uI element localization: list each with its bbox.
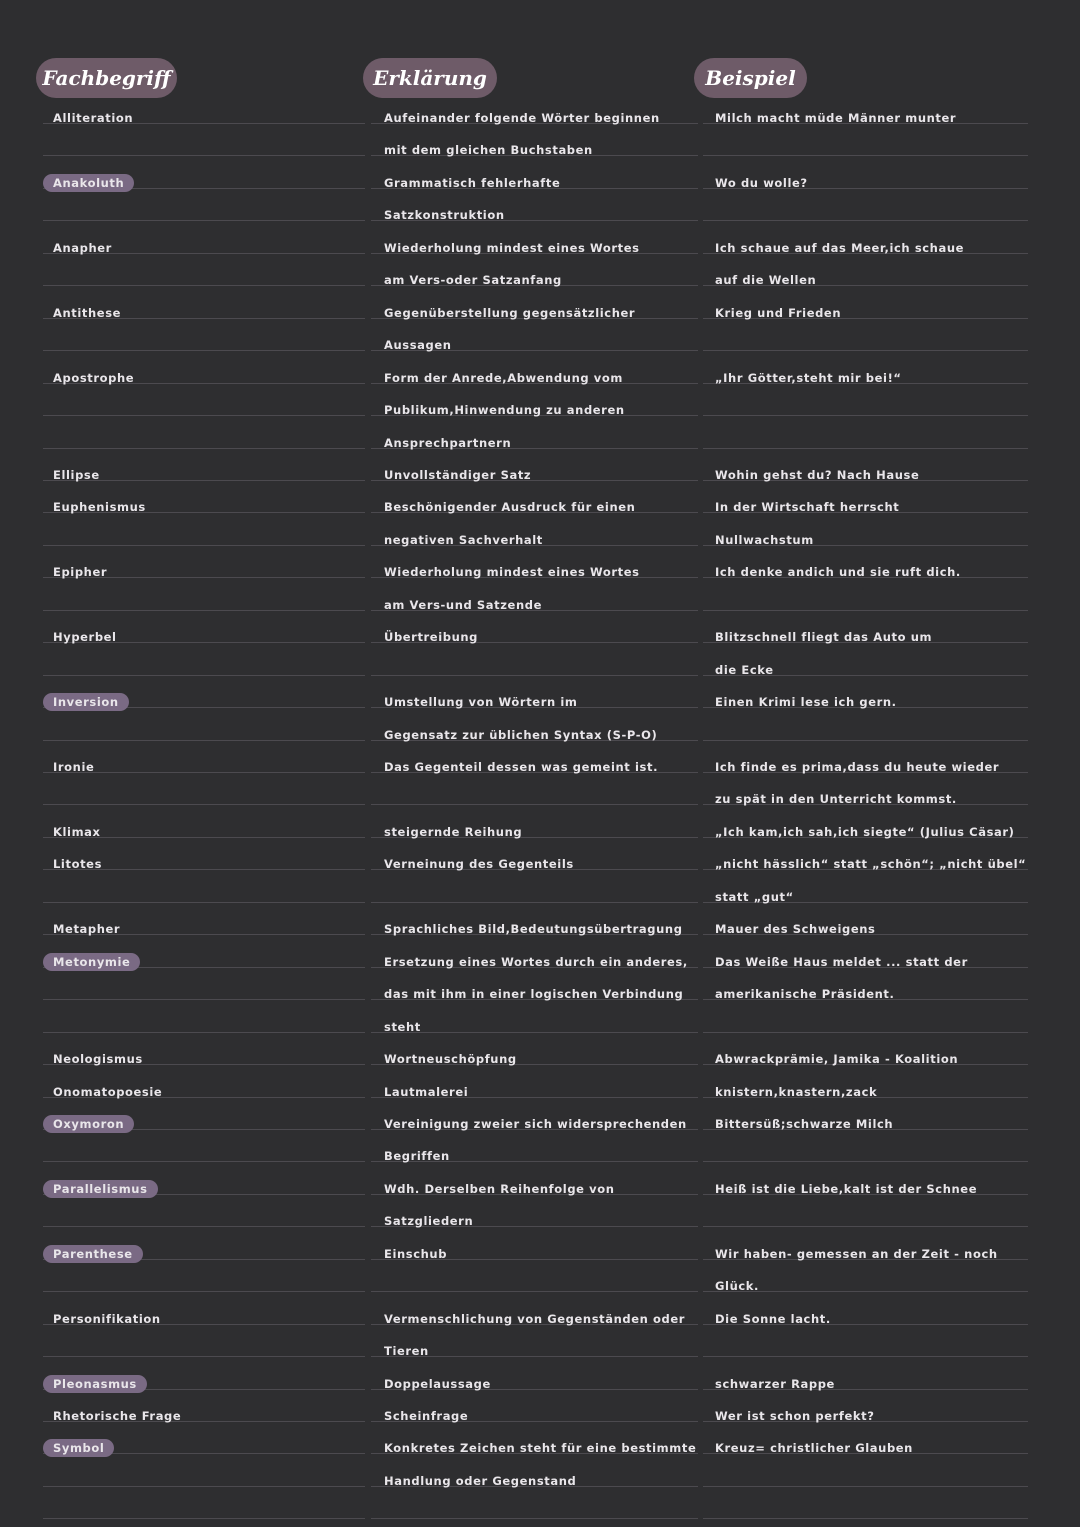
example-line: Blitzschnell fliegt das Auto um <box>715 630 933 644</box>
example-line: Abwrackprämie, Jamika - Koalition <box>715 1052 959 1066</box>
header-explanation: Erklärung <box>373 66 487 90</box>
example-line: Ich denke andich und sie ruft dich. <box>715 565 961 579</box>
explanation-line: Beschönigender Ausdruck für einen <box>384 500 636 514</box>
example-line: „Ihr Götter,steht mir bei!“ <box>715 371 902 385</box>
header-example: Beispiel <box>705 66 796 90</box>
example-line: Heiß ist die Liebe,kalt ist der Schnee <box>715 1182 978 1196</box>
example-line: Mauer des Schweigens <box>715 922 876 936</box>
example-line: Ich finde es prima,dass du heute wieder <box>715 760 1000 774</box>
rule-line <box>43 1518 365 1519</box>
term-label: Metapher <box>53 922 121 936</box>
rule-line <box>43 415 365 416</box>
example-line: Wohin gehst du? Nach Hause <box>715 468 920 482</box>
term-label: Antithese <box>53 306 122 320</box>
term-label: Personifikation <box>53 1312 161 1326</box>
header-explanation-pill <box>363 58 497 98</box>
term-label-highlighted: Oxymoron <box>43 1115 134 1133</box>
term-label: Epipher <box>53 565 108 579</box>
rule-line <box>703 350 1028 351</box>
rule-line <box>43 610 365 611</box>
explanation-line: Umstellung von Wörtern im <box>384 695 578 709</box>
example-line: Krieg und Frieden <box>715 306 842 320</box>
example-line: knistern,knastern,zack <box>715 1085 878 1099</box>
explanation-line: Grammatisch fehlerhafte <box>384 176 561 190</box>
explanation-line: am Vers-oder Satzanfang <box>384 273 562 287</box>
example-line: amerikanische Präsident. <box>715 987 895 1001</box>
rule-line <box>703 448 1028 449</box>
term-label-highlighted: Parenthese <box>43 1245 143 1263</box>
rule-line <box>703 155 1028 156</box>
rule-line <box>703 740 1028 741</box>
example-line: „nicht hässlich“ statt „schön“; „nicht übel“ <box>715 857 1027 871</box>
example-line: Wo du wolle? <box>715 176 808 190</box>
explanation-line: Aussagen <box>384 338 452 352</box>
rule-line <box>703 610 1028 611</box>
rule-line <box>371 1518 698 1519</box>
explanation-line: Übertreibung <box>384 630 478 644</box>
explanation-line: Vereinigung zweier sich widersprechenden <box>384 1117 687 1131</box>
rule-line <box>43 1161 365 1162</box>
explanation-line: Publikum,Hinwendung zu anderen <box>384 403 625 417</box>
example-line: Milch macht müde Männer munter <box>715 111 957 125</box>
rule-line <box>703 1032 1028 1033</box>
explanation-line: Handlung oder Gegenstand <box>384 1474 577 1488</box>
explanation-line: Gegensatz zur üblichen Syntax (S-P-O) <box>384 728 658 742</box>
explanation-line: Wiederholung mindest eines Wortes <box>384 565 640 579</box>
explanation-line: am Vers-und Satzende <box>384 598 542 612</box>
term-label: Onomatopoesie <box>53 1085 163 1099</box>
example-line: „Ich kam,ich sah,ich siegte“ (Julius Cäsar) <box>715 825 1015 839</box>
term-label-highlighted: Metonymie <box>43 953 140 971</box>
explanation-line: Wdh. Derselben Reihenfolge von <box>384 1182 615 1196</box>
term-label-highlighted: Anakoluth <box>43 174 134 192</box>
explanation-line: mit dem gleichen Buchstaben <box>384 143 593 157</box>
rule-line <box>703 1518 1028 1519</box>
explanation-line: negativen Sachverhalt <box>384 533 543 547</box>
explanation-line: Tieren <box>384 1344 429 1358</box>
example-line: auf die Wellen <box>715 273 817 287</box>
explanation-line: Aufeinander folgende Wörter beginnen <box>384 111 660 125</box>
term-label-highlighted: Symbol <box>43 1439 114 1457</box>
explanation-line: Wiederholung mindest eines Wortes <box>384 241 640 255</box>
rule-line <box>703 1161 1028 1162</box>
example-line: Wir haben- gemessen an der Zeit - noch <box>715 1247 998 1261</box>
rule-line <box>43 1226 365 1227</box>
example-line: Wer ist schon perfekt? <box>715 1409 875 1423</box>
rule-line <box>43 285 365 286</box>
rule-line <box>371 1291 698 1292</box>
header-term-pill <box>36 58 177 98</box>
example-line: In der Wirtschaft herrscht <box>715 500 900 514</box>
explanation-line: Doppelaussage <box>384 1377 491 1391</box>
rule-line <box>703 1486 1028 1487</box>
example-line: Bittersüß;schwarze Milch <box>715 1117 894 1131</box>
term-label-highlighted: Parallelismus <box>43 1180 158 1198</box>
example-line: schwarzer Rappe <box>715 1377 835 1391</box>
term-label: Neologismus <box>53 1052 143 1066</box>
rule-line <box>43 350 365 351</box>
explanation-line: steht <box>384 1020 421 1034</box>
explanation-line: das mit ihm in einer logischen Verbindung <box>384 987 684 1001</box>
example-line: zu spät in den Unterricht kommst. <box>715 792 957 806</box>
rule-line <box>43 220 365 221</box>
example-line: Das Weiße Haus meldet ... statt der <box>715 955 968 969</box>
term-label-highlighted: Pleonasmus <box>43 1375 147 1393</box>
explanation-line: Gegenüberstellung gegensätzlicher <box>384 306 636 320</box>
explanation-line: Form der Anrede,Abwendung vom <box>384 371 623 385</box>
explanation-line: Satzkonstruktion <box>384 208 505 222</box>
rule-line <box>43 1356 365 1357</box>
term-label: Hyperbel <box>53 630 117 644</box>
rule-line <box>43 448 365 449</box>
term-label: Rhetorische Frage <box>53 1409 182 1423</box>
rule-line <box>371 675 698 676</box>
explanation-line: Verneinung des Gegenteils <box>384 857 574 871</box>
explanation-line: Konkretes Zeichen steht für eine bestimmte <box>384 1441 697 1455</box>
example-line: Ich schaue auf das Meer,ich schaue <box>715 241 965 255</box>
explanation-line: steigernde Reihung <box>384 825 523 839</box>
explanation-line: Satzgliedern <box>384 1214 474 1228</box>
explanation-line: Scheinfrage <box>384 1409 469 1423</box>
header-example-pill <box>694 58 807 98</box>
term-label: Ironie <box>53 760 95 774</box>
term-label: Litotes <box>53 857 103 871</box>
explanation-line: Ansprechpartnern <box>384 436 512 450</box>
example-line: die Ecke <box>715 663 774 677</box>
explanation-line: Wortneuschöpfung <box>384 1052 517 1066</box>
rule-line <box>43 804 365 805</box>
example-line: Einen Krimi lese ich gern. <box>715 695 897 709</box>
rule-line <box>43 1291 365 1292</box>
example-line: Die Sonne lacht. <box>715 1312 831 1326</box>
rule-line <box>43 740 365 741</box>
rule-line <box>43 675 365 676</box>
rule-line <box>43 545 365 546</box>
rule-line <box>703 415 1028 416</box>
example-line: statt „gut“ <box>715 890 794 904</box>
rule-line <box>43 1486 365 1487</box>
explanation-line: Unvollständiger Satz <box>384 468 532 482</box>
term-label-highlighted: Inversion <box>43 693 129 711</box>
example-line: Kreuz= christlicher Glauben <box>715 1441 913 1455</box>
rule-line <box>703 220 1028 221</box>
explanation-line: Das Gegenteil dessen was gemeint ist. <box>384 760 659 774</box>
explanation-line: Lautmalerei <box>384 1085 469 1099</box>
term-label: Apostrophe <box>53 371 135 385</box>
example-line: Glück. <box>715 1279 760 1293</box>
rule-line <box>371 804 698 805</box>
rule-line <box>43 1032 365 1033</box>
rule-line <box>43 155 365 156</box>
term-label: Ellipse <box>53 468 100 482</box>
explanation-line: Vermenschlichung von Gegenständen oder <box>384 1312 686 1326</box>
explanation-line: Ersetzung eines Wortes durch ein anderes, <box>384 955 688 969</box>
explanation-line: Sprachliches Bild,Bedeutungsübertragung <box>384 922 683 936</box>
explanation-line: Begriffen <box>384 1149 450 1163</box>
term-label: Euphenismus <box>53 500 146 514</box>
rule-line <box>371 902 698 903</box>
header-term: Fachbegriff <box>42 66 171 90</box>
example-line: Nullwachstum <box>715 533 814 547</box>
term-label: Klimax <box>53 825 101 839</box>
explanation-line: Einschub <box>384 1247 448 1261</box>
term-label: Anapher <box>53 241 112 255</box>
term-label: Alliteration <box>53 111 134 125</box>
rule-line <box>703 1356 1028 1357</box>
rule-line <box>703 1226 1028 1227</box>
rule-line <box>43 902 365 903</box>
rule-line <box>43 999 365 1000</box>
